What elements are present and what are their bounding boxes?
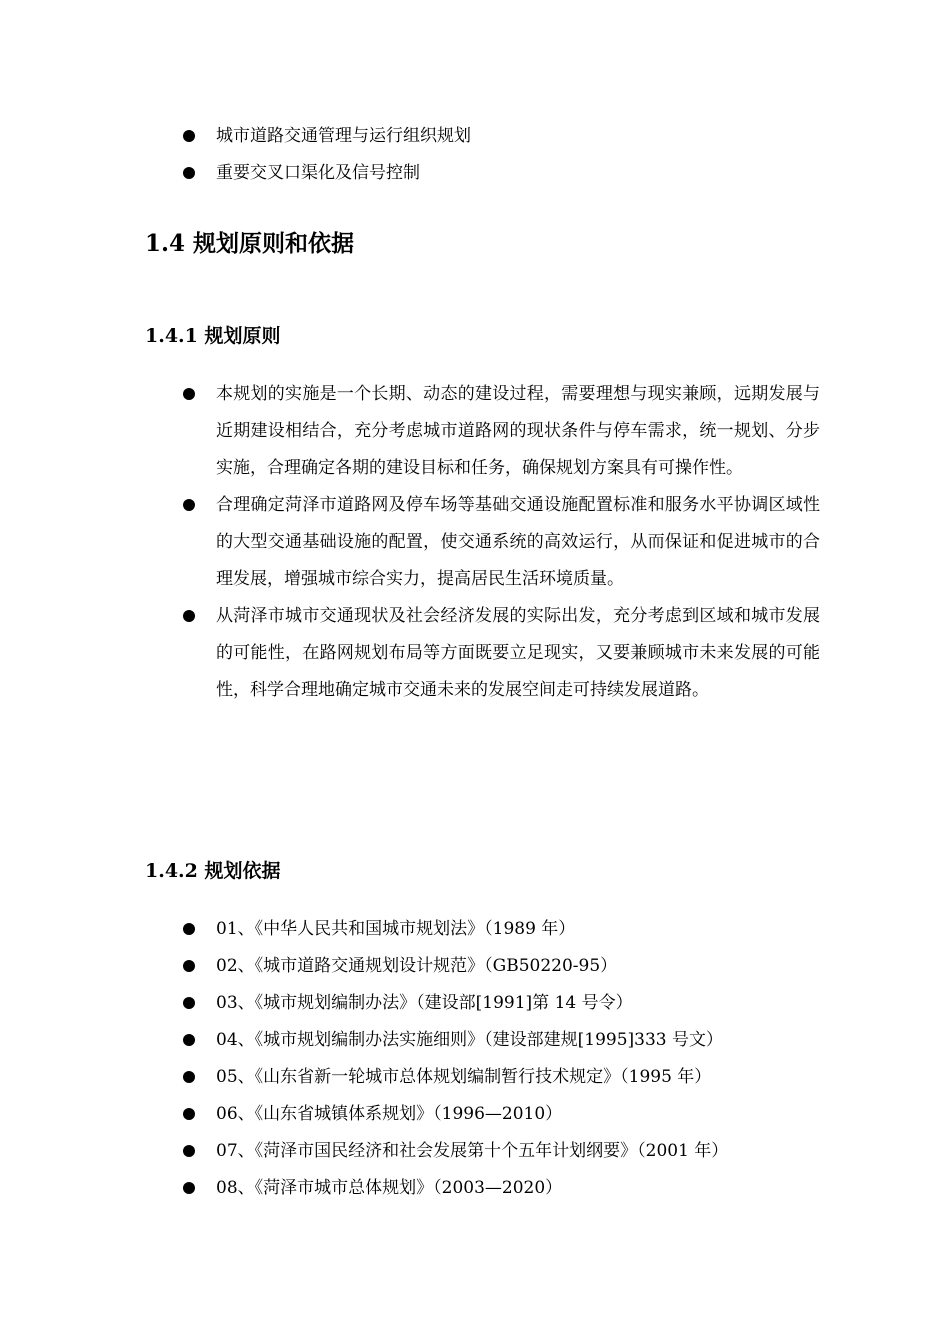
bullet-dot-icon [183, 923, 195, 935]
list-item-text: 02、《城市道路交通规划设计规范》（GB50220-95） [216, 956, 618, 976]
list-item-text: 08、《菏泽市城市总体规划》（2003—2020） [216, 1178, 563, 1198]
list-item [180, 598, 820, 709]
list-item-text: 重要交叉口渠化及信号控制 [216, 163, 420, 183]
bullet-dot-icon [183, 1145, 195, 1157]
list-item-text: 03、《城市规划编制办法》（建设部[1991]第 14 号令） [216, 993, 633, 1013]
list-item-text: 本规划的实施是一个长期、动态的建设过程，需要理想与现实兼顾，远期发展与近期建设相结合，充分考虑城市道路网的现状条件与停车需求，统一规划、分步实施，合理确定各期的建设目标和任务，确保规划方案具有可操作性。 [216, 384, 820, 478]
list-item [180, 1096, 820, 1133]
list-item-text: 06、《山东省城镇体系规划》（1996—2010） [216, 1104, 563, 1124]
bullet-dot-icon [183, 1182, 195, 1194]
list-item [180, 118, 820, 155]
list-item [180, 155, 820, 192]
list-item-text: 城市道路交通管理与运行组织规划 [216, 126, 471, 146]
list-item-text: 合理确定菏泽市道路网及停车场等基础交通设施配置标准和服务水平协调区域性的大型交通基础设施的配置，使交通系统的高效运行，从而保证和促进城市的合理发展，增强城市综合实力，提高居民生活环境质量。 [216, 495, 820, 589]
bullet-dot-icon [183, 388, 195, 400]
section-heading-1-4-2: 1.4.2 规划依据 [145, 860, 281, 882]
list-item [180, 376, 820, 487]
list-item-text: 05、《山东省新一轮城市总体规划编制暂行技术规定》（1995 年） [216, 1067, 712, 1087]
bullet-dot-icon [183, 610, 195, 622]
bullet-dot-icon [183, 997, 195, 1009]
section-heading-1-4-1: 1.4.1 规划原则 [145, 325, 281, 347]
list-item [180, 948, 820, 985]
list-item-text: 07、《菏泽市国民经济和社会发展第十个五年计划纲要》（2001 年） [216, 1141, 729, 1161]
list-item-text: 从菏泽市城市交通现状及社会经济发展的实际出发，充分考虑到区域和城市发展的可能性，在路网规划布局等方面既要立足现实，又要兼顾城市未来发展的可能性，科学合理地确定城市交通未来的发展空间走可持续发展道路。 [216, 606, 820, 700]
basis-list [180, 911, 820, 1207]
list-item [180, 1059, 820, 1096]
bullet-dot-icon [183, 167, 195, 179]
list-item [180, 911, 820, 948]
principles-list [180, 376, 820, 709]
section-heading-1-4: 1.4 规划原则和依据 [145, 230, 355, 257]
bullet-dot-icon [183, 130, 195, 142]
list-item [180, 985, 820, 1022]
list-item [180, 1170, 820, 1207]
bullet-dot-icon [183, 1108, 195, 1120]
list-item [180, 1133, 820, 1170]
bullet-dot-icon [183, 960, 195, 972]
bullet-dot-icon [183, 1034, 195, 1046]
list-item-text: 04、《城市规划编制办法实施细则》（建设部建规[1995]333 号文） [216, 1030, 724, 1050]
intro-bullet-list [180, 118, 820, 192]
list-item-text: 01、《中华人民共和国城市规划法》（1989 年） [216, 919, 576, 939]
bullet-dot-icon [183, 499, 195, 511]
bullet-dot-icon [183, 1071, 195, 1083]
list-item [180, 487, 820, 598]
list-item [180, 1022, 820, 1059]
